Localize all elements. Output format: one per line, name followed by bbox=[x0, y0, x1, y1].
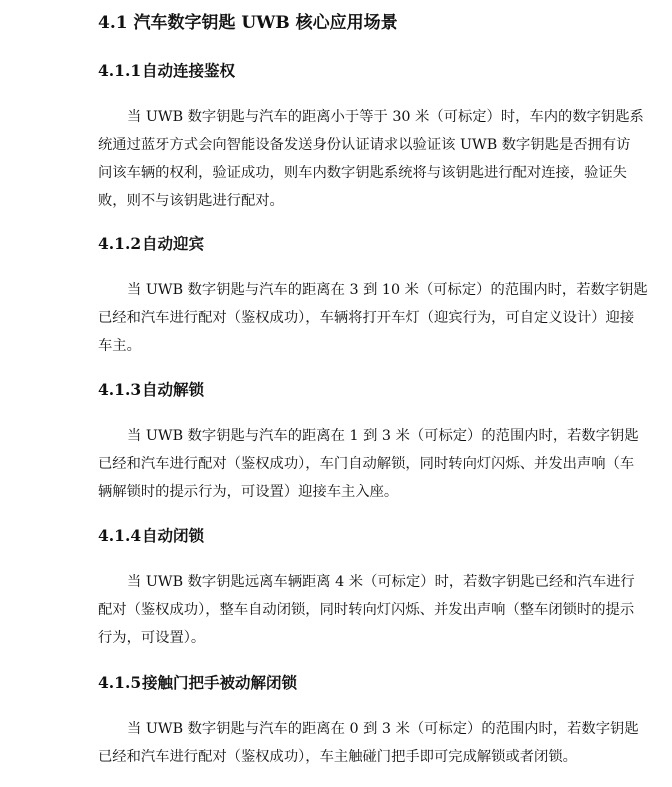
subsection-number: 4.1.3 bbox=[98, 380, 142, 399]
paragraph-line: 败，则不与该钥匙进行配对。 bbox=[98, 193, 284, 209]
paragraph-line: 已经和汽车进行配对（鉴权成功），车辆将打开车灯（迎宾行为，可自定义设计）迎接 bbox=[98, 310, 635, 326]
subsection-title: 自动解锁 bbox=[142, 380, 205, 399]
paragraph bbox=[98, 103, 644, 215]
paragraph bbox=[98, 422, 639, 506]
paragraph-line: 问该车辆的权利，验证成功，则车内数字钥匙系统将与该钥匙进行配对连接，验证失 bbox=[98, 165, 627, 181]
section-title: 4.1 汽车数字钥匙 UWB 核心应用场景 bbox=[98, 13, 398, 33]
paragraph bbox=[98, 276, 648, 360]
subsection-number: 4.1.5 bbox=[98, 673, 142, 692]
subsection-title: 自动闭锁 bbox=[142, 526, 205, 545]
subsection-number: 4.1.2 bbox=[98, 234, 142, 253]
subsection-heading bbox=[98, 379, 204, 401]
subsection-title: 接触门把手被动解闭锁 bbox=[142, 673, 298, 692]
subsection-number: 4.1.1 bbox=[98, 61, 142, 80]
subsection-heading bbox=[98, 525, 204, 547]
subsection-title: 自动迎宾 bbox=[142, 234, 205, 253]
paragraph-line: 统通过蓝牙方式会向智能设备发送身份认证请求以验证该 UWB 数字钥匙是否拥有访 bbox=[98, 137, 631, 153]
subsection-heading bbox=[98, 672, 297, 694]
paragraph-line: 已经和汽车进行配对（鉴权成功），车门自动解锁，同时转向灯闪烁、并发出声响（车 bbox=[98, 456, 635, 472]
paragraph bbox=[98, 715, 639, 771]
paragraph-line: 配对（鉴权成功），整车自动闭锁，同时转向灯闪烁、并发出声响（整车闭锁时的提示 bbox=[98, 602, 635, 618]
paragraph bbox=[98, 568, 635, 652]
paragraph-line: 当 UWB 数字钥匙与汽车的距离在 3 到 10 米（可标定）的范围内时，若数字钥匙 bbox=[127, 282, 648, 298]
subsection-heading bbox=[98, 233, 204, 255]
paragraph-line: 当 UWB 数字钥匙与汽车的距离小于等于 30 米（可标定）时，车内的数字钥匙系 bbox=[127, 109, 644, 125]
paragraph-line: 辆解锁时的提示行为，可设置）迎接车主入座。 bbox=[98, 484, 399, 500]
paragraph-line: 当 UWB 数字钥匙与汽车的距离在 1 到 3 米（可标定）的范围内时，若数字钥匙 bbox=[127, 428, 639, 444]
subsection-title: 自动连接鉴权 bbox=[142, 61, 236, 80]
paragraph-line: 行为，可设置）。 bbox=[98, 630, 206, 646]
paragraph-line: 已经和汽车进行配对（鉴权成功），车主触碰门把手即可完成解锁或者闭锁。 bbox=[98, 749, 577, 765]
paragraph-line: 当 UWB 数字钥匙与汽车的距离在 0 到 3 米（可标定）的范围内时，若数字钥匙 bbox=[127, 721, 639, 737]
subsection-heading bbox=[98, 60, 235, 82]
paragraph-line: 当 UWB 数字钥匙远离车辆距离 4 米（可标定）时，若数字钥匙已经和汽车进行 bbox=[127, 574, 635, 590]
subsection-number: 4.1.4 bbox=[98, 526, 142, 545]
paragraph-line: 车主。 bbox=[98, 338, 141, 354]
